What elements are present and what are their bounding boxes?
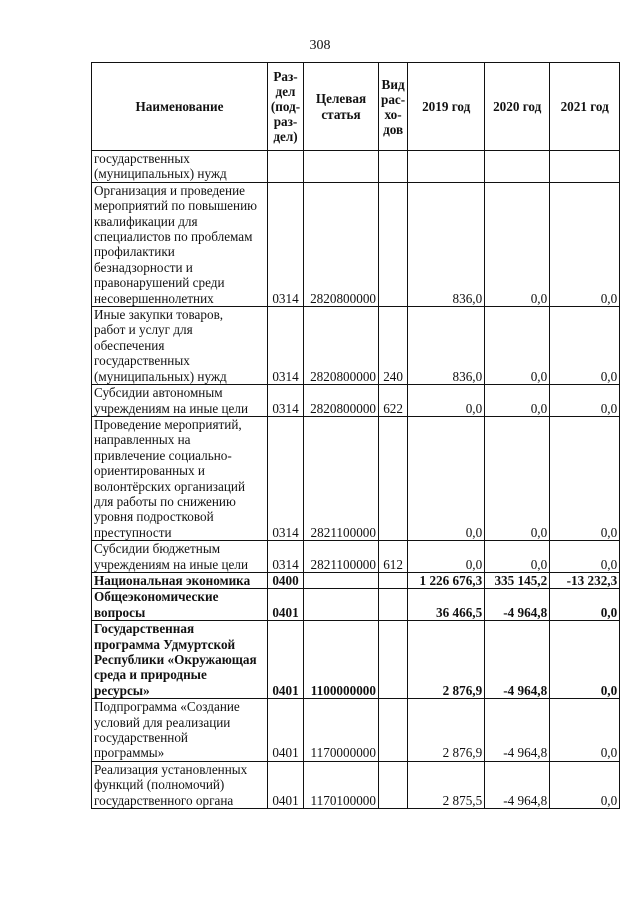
- row-target: 1100000000: [304, 621, 379, 699]
- row-expense-type: [379, 572, 408, 588]
- table-row: [92, 572, 620, 588]
- row-name: государственных (муниципальных) нужд: [92, 151, 268, 183]
- table-row: [92, 385, 620, 417]
- row-section: 0400: [268, 572, 304, 588]
- row-name: Реализация установленных функций (полномочий) государственного органа: [92, 761, 268, 808]
- row-value-2021: [550, 151, 620, 183]
- row-target: [304, 589, 379, 621]
- row-value-2020: 0,0: [485, 416, 550, 540]
- row-name: Государственная программа Удмуртской Республики «Окружающая среда и природные ресурсы»: [92, 621, 268, 699]
- row-value-2019: 836,0: [408, 182, 485, 306]
- row-value-2019: 36 466,5: [408, 589, 485, 621]
- row-target: 1170100000: [304, 761, 379, 808]
- row-value-2021: 0,0: [550, 761, 620, 808]
- row-value-2020: -4 964,8: [485, 589, 550, 621]
- budget-table: [91, 62, 620, 809]
- table-row: [92, 541, 620, 573]
- row-target: 2820800000: [304, 385, 379, 417]
- row-value-2019: 836,0: [408, 307, 485, 385]
- row-name: Общеэкономические вопросы: [92, 589, 268, 621]
- row-section: [268, 151, 304, 183]
- row-expense-type: 612: [379, 541, 408, 573]
- row-value-2021: -13 232,3: [550, 572, 620, 588]
- row-section: 0401: [268, 589, 304, 621]
- table-row: [92, 307, 620, 385]
- row-value-2021: 0,0: [550, 416, 620, 540]
- row-value-2019: [408, 151, 485, 183]
- row-expense-type: [379, 699, 408, 762]
- header-target: Целевая статья: [304, 63, 379, 151]
- row-value-2020: [485, 151, 550, 183]
- row-value-2020: 0,0: [485, 385, 550, 417]
- row-expense-type: 240: [379, 307, 408, 385]
- row-value-2020: -4 964,8: [485, 699, 550, 762]
- row-name: Иные закупки товаров, работ и услуг для обеспечения государственных (муниципальных) нужд: [92, 307, 268, 385]
- table-row: [92, 151, 620, 183]
- row-target: [304, 151, 379, 183]
- row-value-2021: 0,0: [550, 589, 620, 621]
- row-section: 0401: [268, 621, 304, 699]
- row-value-2019: 1 226 676,3: [408, 572, 485, 588]
- row-section: 0314: [268, 182, 304, 306]
- row-value-2021: 0,0: [550, 621, 620, 699]
- row-value-2021: 0,0: [550, 307, 620, 385]
- row-value-2019: 2 876,9: [408, 621, 485, 699]
- header-2021: 2021 год: [550, 63, 620, 151]
- table-row: [92, 699, 620, 762]
- row-target: [304, 572, 379, 588]
- table-row: [92, 621, 620, 699]
- row-value-2021: 0,0: [550, 182, 620, 306]
- header-section: Раз- дел (под- раз- дел): [268, 63, 304, 151]
- row-value-2019: 0,0: [408, 416, 485, 540]
- table-body: [92, 151, 620, 809]
- row-expense-type: [379, 151, 408, 183]
- row-name: Организация и проведение мероприятий по повышению квалификации для специалистов по проблемам профилактики безнадзорности и правонарушений среди несовершеннолетних: [92, 182, 268, 306]
- row-target: 2820800000: [304, 307, 379, 385]
- row-value-2019: 0,0: [408, 385, 485, 417]
- row-name: Подпрограмма «Создание условий для реализации государственной программы»: [92, 699, 268, 762]
- row-target: 1170000000: [304, 699, 379, 762]
- header-2020: 2020 год: [485, 63, 550, 151]
- row-section: 0401: [268, 761, 304, 808]
- row-expense-type: [379, 621, 408, 699]
- row-section: 0314: [268, 307, 304, 385]
- row-value-2020: 0,0: [485, 307, 550, 385]
- row-name: Субсидии бюджетным учреждениям на иные цели: [92, 541, 268, 573]
- header-expense-type: Вид рас- хо- дов: [379, 63, 408, 151]
- table-row: [92, 589, 620, 621]
- row-section: 0314: [268, 385, 304, 417]
- row-expense-type: 622: [379, 385, 408, 417]
- row-value-2020: 0,0: [485, 541, 550, 573]
- row-value-2019: 2 875,5: [408, 761, 485, 808]
- row-name: Проведение мероприятий, направленных на привлечение социально- ориентированных и волонтёрских организаций для работы по снижению уровня подростковой преступности: [92, 416, 268, 540]
- row-expense-type: [379, 589, 408, 621]
- row-value-2020: 0,0: [485, 182, 550, 306]
- page-number: 308: [309, 38, 331, 53]
- row-value-2020: -4 964,8: [485, 761, 550, 808]
- header-2019: 2019 год: [408, 63, 485, 151]
- row-target: 2821100000: [304, 416, 379, 540]
- table-row: [92, 416, 620, 540]
- row-value-2021: 0,0: [550, 699, 620, 762]
- row-section: 0314: [268, 541, 304, 573]
- row-value-2019: 2 876,9: [408, 699, 485, 762]
- row-target: 2820800000: [304, 182, 379, 306]
- table-row: [92, 761, 620, 808]
- header-name: Наименование: [92, 63, 268, 151]
- row-expense-type: [379, 761, 408, 808]
- table-row: [92, 182, 620, 306]
- row-expense-type: [379, 416, 408, 540]
- row-value-2020: 335 145,2: [485, 572, 550, 588]
- row-value-2021: 0,0: [550, 385, 620, 417]
- row-target: 2821100000: [304, 541, 379, 573]
- row-section: 0314: [268, 416, 304, 540]
- row-section: 0401: [268, 699, 304, 762]
- row-expense-type: [379, 182, 408, 306]
- row-value-2019: 0,0: [408, 541, 485, 573]
- row-name: Национальная экономика: [92, 572, 268, 588]
- row-value-2021: 0,0: [550, 541, 620, 573]
- row-name: Субсидии автономным учреждениям на иные цели: [92, 385, 268, 417]
- table-header-row: [92, 63, 620, 151]
- row-value-2020: -4 964,8: [485, 621, 550, 699]
